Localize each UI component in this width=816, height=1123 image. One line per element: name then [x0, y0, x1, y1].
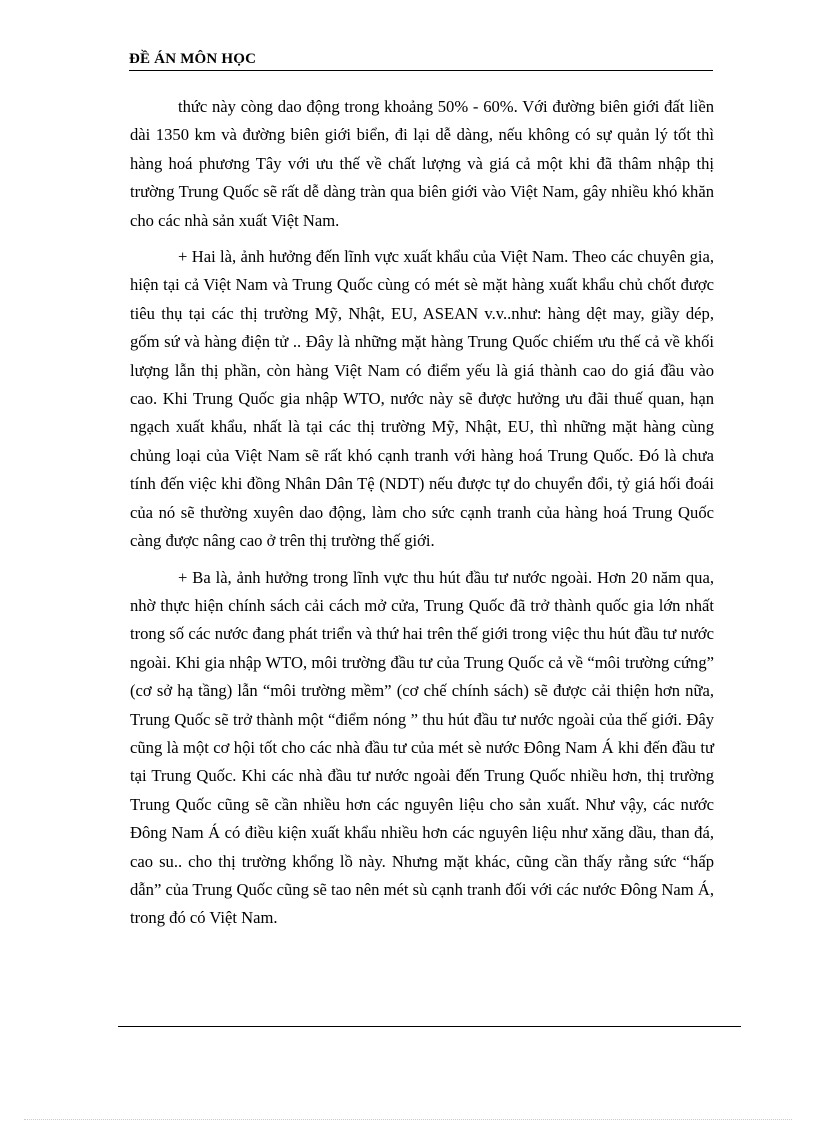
page-header [129, 50, 713, 71]
paragraph-2: + Hai là, ảnh hưởng đến lĩnh vực xuất khẩu của Việt Nam. Theo các chuyên gia, hiện tại cả Việt Nam và Trung Quốc cùng có mét sè mặt hàng xuất khẩu chủ chốt được tiêu thụ tại các thị trường Mỹ, Nhật, EU, ASEAN v.v..như: hàng dệt may, giầy dép, gốm sứ và hàng điện tử .. Đây là những mặt hàng Trung Quốc chiếm ưu thế cả về khối lượng lẫn thị phần, còn hàng Việt Nam có điểm yếu là giá thành cao do giá đầu vào cao. Khi Trung Quốc gia nhập WTO, nước này sẽ được hưởng ưu đãi thuế quan, hạn ngạch xuất khẩu, nhất là tại các thị trường Mỹ, Nhật, EU, thì những mặt hàng cùng chủng loại của Việt Nam sẽ rất khó cạnh tranh với hàng hoá Trung Quốc. Đó là chưa tính đến việc khi đồng Nhân Dân Tệ (NDT) nếu được tự do chuyển đổi, tỷ giá hối đoái của nó sẽ thường xuyên dao động, làm cho sức cạnh tranh của hàng hoá Trung Quốc càng được nâng cao ở trên thị trường thế giới. [130, 247, 714, 551]
footer-divider [118, 1026, 741, 1027]
paragraph-3: + Ba là, ảnh hưởng trong lĩnh vực thu hút đầu tư nước ngoài. Hơn 20 năm qua, nhờ thực hiện chính sách cải cách mở cửa, Trung Quốc đã trở thành quốc gia lớn nhất trong số các nước đang phát triển và thứ hai trên thế giới trong việc thu hút đầu tư nước ngoài. Khi gia nhập WTO, môi trường đầu tư của Trung Quốc cả về “môi trường cứng” (cơ sở hạ tầng) lẫn “môi trường mềm” (cơ chế chính sách) sẽ được cải thiện hơn nữa, Trung Quốc sẽ trở thành một “điểm nóng ” thu hút đầu tư nước ngoài của thế giới. Đây cũng là một cơ hội tốt cho các nhà đầu tư của mét sè nước Đông Nam Á khi đến đầu tư tại Trung Quốc. Khi các nhà đầu tư nước ngoài đến Trung Quốc nhiều hơn, thị trường Trung Quốc cũng sẽ cần nhiều hơn các nguyên liệu cho sản xuất. Như vậy, các nước Đông Nam Á có điều kiện xuất khẩu nhiều hơn các nguyên liệu như xăng dầu, than đá, cao su.. cho thị trường khổng lồ này. Nhưng mặt khác, cũng cần thấy rằng sức “hấp dẫn” của Trung Quốc cũng sẽ tao nên mét sù cạnh tranh đối với các nước Đông Nam Á, trong đó có Việt Nam. [130, 567, 714, 928]
document-title: ĐỀ ÁN MÔN HỌC [129, 51, 257, 67]
document-body [130, 93, 714, 941]
paragraph-1: thức này còng dao động trong khoảng 50% - 60%. Với đường biên giới đất liền dài 1350 km và đường biên giới biển, đi lại dễ dàng, nếu không có sự quản lý tốt thì hàng hoá phương Tây với ưu thế về chất lượng và giá cả một khi đã thâm nhập thị trường Trung Quốc sẽ rất dễ dàng tràn qua biên giới vào Việt Nam, gây nhiều khó khăn cho các nhà sản xuất Việt Nam. [130, 97, 714, 230]
page-bottom-edge [24, 1119, 792, 1120]
